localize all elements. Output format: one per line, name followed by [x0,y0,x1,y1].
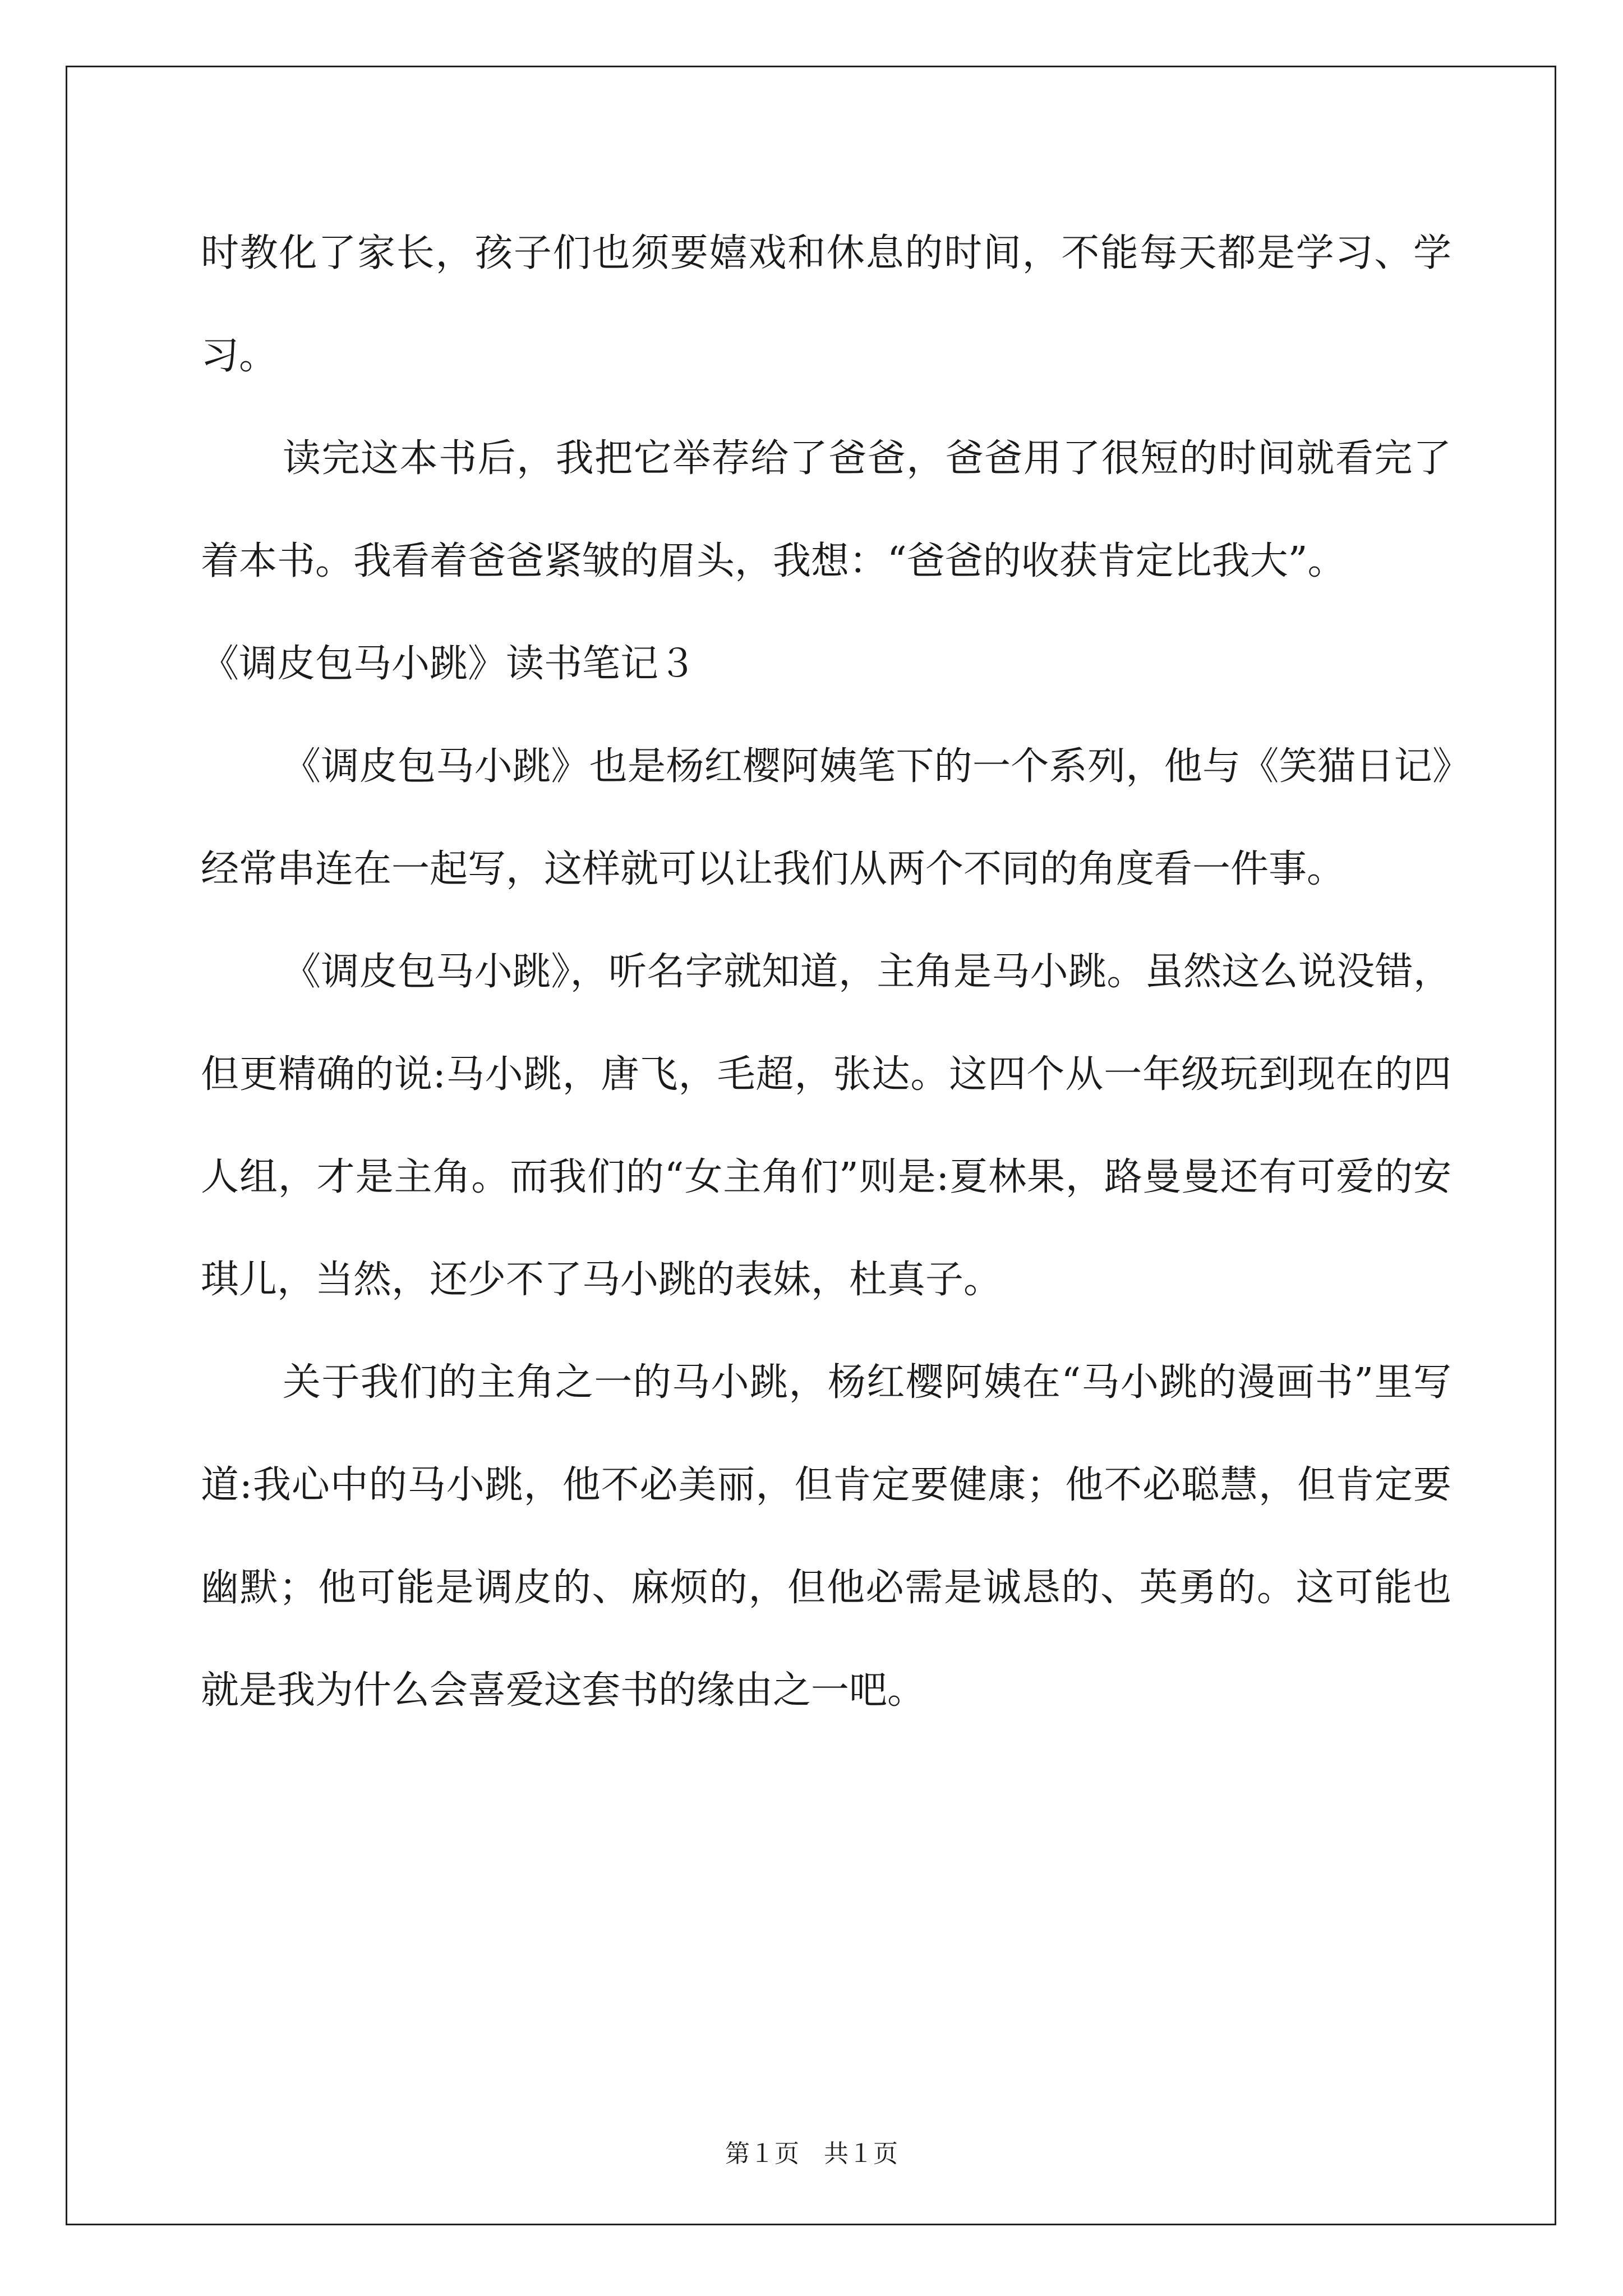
paragraph-4: 《调皮包马小跳》，听名字就知道，主角是马小跳。虽然这么说没错，但更精确的说:马小跳，唐飞，毛超，张达。这四个从一年级玩到现在的四人组，才是主角。而我们的“女主角们”则是:夏林果，路曼曼还有可爱的安琪儿，当然，还少不了马小跳的表妹，杜真子。 [201,950,1451,1302]
page-footer [0,2137,1623,2171]
paragraph-1: 时教化了家长，孩子们也须要嬉戏和休息的时间，不能每天都是学习、学习。 [201,231,1451,378]
section-heading: 《调皮包马小跳》读书笔记３ [201,642,697,686]
document-body [201,202,1451,1742]
page-number: 第１页 [725,2139,799,2168]
paragraph-5: 关于我们的主角之一的马小跳，杨红樱阿姨在“马小跳的漫画书”里写道:我心中的马小跳，他不必美丽，但肯定要健康；他不必聪慧，但肯定要幽默；他可能是调皮的、麻烦的，但他必需是诚恳的、英勇的。这可能也就是我为什么会喜爱这套书的缘由之一吧。 [201,1360,1451,1713]
paragraph-3: 《调皮包马小跳》也是杨红樱阿姨笔下的一个系列，他与《笑猫日记》经常串连在一起写，这样就可以让我们从两个不同的角度看一件事。 [201,744,1451,891]
paragraph-2: 读完这本书后，我把它举荐给了爸爸，爸爸用了很短的时间就看完了着本书。我看着爸爸紧皱的眉头，我想：“爸爸的收获肯定比我大”。 [201,436,1451,583]
page-total: 共１页 [824,2139,898,2168]
